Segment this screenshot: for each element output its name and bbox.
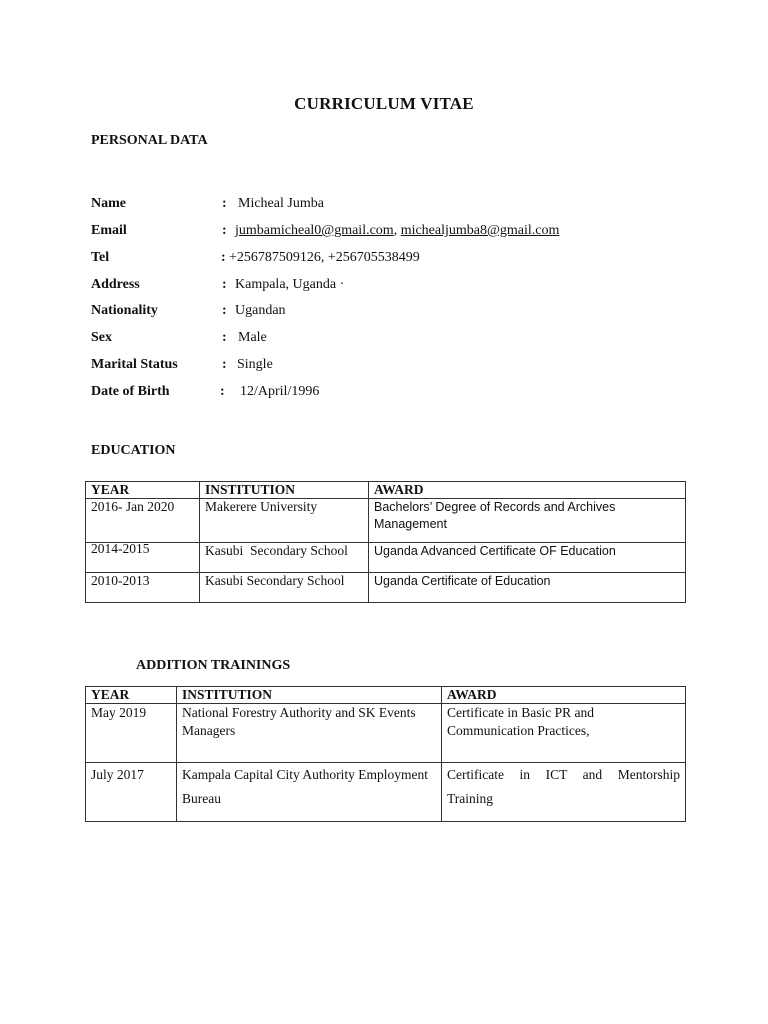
personal-row-marital-status bbox=[91, 357, 711, 377]
marital-status-value: Single bbox=[237, 357, 273, 372]
sex-value: Male bbox=[238, 330, 267, 345]
award-cell: Uganda Certificate of Education bbox=[369, 573, 686, 603]
year-cell: 2016- Jan 2020 bbox=[86, 499, 200, 543]
year-cell: 2010-2013 bbox=[86, 573, 200, 603]
institution-cell bbox=[200, 543, 369, 573]
trainings-heading: ADDITION TRAININGS bbox=[136, 658, 291, 673]
table-header-row bbox=[86, 687, 686, 704]
column-header-award: AWARD bbox=[442, 687, 686, 704]
marital-status-label: Marital Status bbox=[91, 357, 178, 372]
table-row bbox=[86, 704, 686, 763]
date-of-birth-label: Date of Birth bbox=[91, 384, 170, 399]
year-cell bbox=[86, 543, 200, 573]
address-label: Address bbox=[91, 277, 140, 292]
column-header-year: YEAR bbox=[86, 482, 200, 499]
table-header-row bbox=[86, 482, 686, 499]
column-header-institution: INSTITUTION bbox=[177, 687, 442, 704]
education-heading: EDUCATION bbox=[91, 443, 176, 458]
institution-cell: Kampala Capital City Authority Employment Bureau bbox=[177, 763, 442, 822]
column-header-institution: INSTITUTION bbox=[200, 482, 369, 499]
table-row bbox=[86, 543, 686, 573]
award-cell: Certificate in Basic PR and Communication Practices, bbox=[442, 704, 686, 763]
personal-row-tel bbox=[91, 250, 711, 270]
institution-text: Kasubi Secondary School bbox=[205, 543, 348, 558]
personal-row-sex bbox=[91, 330, 711, 350]
institution-cell: National Forestry Authority and SK Events Managers bbox=[177, 704, 442, 763]
column-header-award: AWARD bbox=[369, 482, 686, 499]
institution-cell: Kasubi Secondary School bbox=[200, 573, 369, 603]
trainings-table bbox=[85, 686, 686, 822]
date-of-birth-value: 12/April/1996 bbox=[240, 384, 320, 399]
education-table bbox=[85, 481, 686, 603]
personal-row-nationality bbox=[91, 303, 711, 323]
table-row bbox=[86, 763, 686, 822]
table-row bbox=[86, 573, 686, 603]
personal-row-date-of-birth bbox=[91, 384, 711, 404]
email-value bbox=[235, 223, 559, 239]
award-cell: Certificate in ICT and Mentorship Training bbox=[442, 763, 686, 822]
address-colon: : bbox=[222, 277, 227, 292]
nationality-value: Ugandan bbox=[235, 303, 286, 318]
table-row bbox=[86, 499, 686, 543]
name-label: Name bbox=[91, 196, 126, 211]
year-cell: May 2019 bbox=[86, 704, 177, 763]
institution-cell: Makerere University bbox=[200, 499, 369, 543]
personal-row-name bbox=[91, 196, 711, 216]
document-title: CURRICULUM VITAE bbox=[294, 94, 474, 113]
personal-row-address bbox=[91, 277, 711, 297]
column-header-year: YEAR bbox=[86, 687, 177, 704]
year-text: 2014-2015 bbox=[91, 541, 150, 556]
marital-status-colon: : bbox=[222, 357, 227, 372]
personal-data-heading: PERSONAL DATA bbox=[91, 133, 208, 148]
tel-label: Tel bbox=[91, 250, 110, 265]
name-colon: : bbox=[222, 196, 227, 211]
email-colon: : bbox=[222, 223, 227, 238]
email-link-secondary[interactable]: michealjumba8@gmail.com bbox=[400, 223, 560, 238]
personal-row-email bbox=[91, 223, 711, 243]
address-value: Kampala, Uganda · bbox=[235, 277, 345, 292]
email-link-primary[interactable]: jumbamicheal0@gmail.com bbox=[235, 223, 394, 238]
year-cell: July 2017 bbox=[86, 763, 177, 822]
sex-colon: : bbox=[222, 330, 227, 345]
award-cell: Uganda Advanced Certificate OF Education bbox=[369, 543, 686, 573]
nationality-label: Nationality bbox=[91, 303, 158, 318]
sex-label: Sex bbox=[91, 330, 112, 345]
award-cell: Bachelors’ Degree of Records and Archives Management bbox=[369, 499, 686, 543]
name-value: Micheal Jumba bbox=[238, 196, 324, 211]
email-separator: , bbox=[393, 223, 401, 238]
nationality-colon: : bbox=[222, 303, 227, 318]
tel-value: +256787509126, +256705538499 bbox=[229, 250, 420, 265]
tel-colon: : bbox=[221, 250, 226, 265]
date-of-birth-colon: : bbox=[220, 384, 225, 399]
email-label: Email bbox=[91, 223, 127, 238]
